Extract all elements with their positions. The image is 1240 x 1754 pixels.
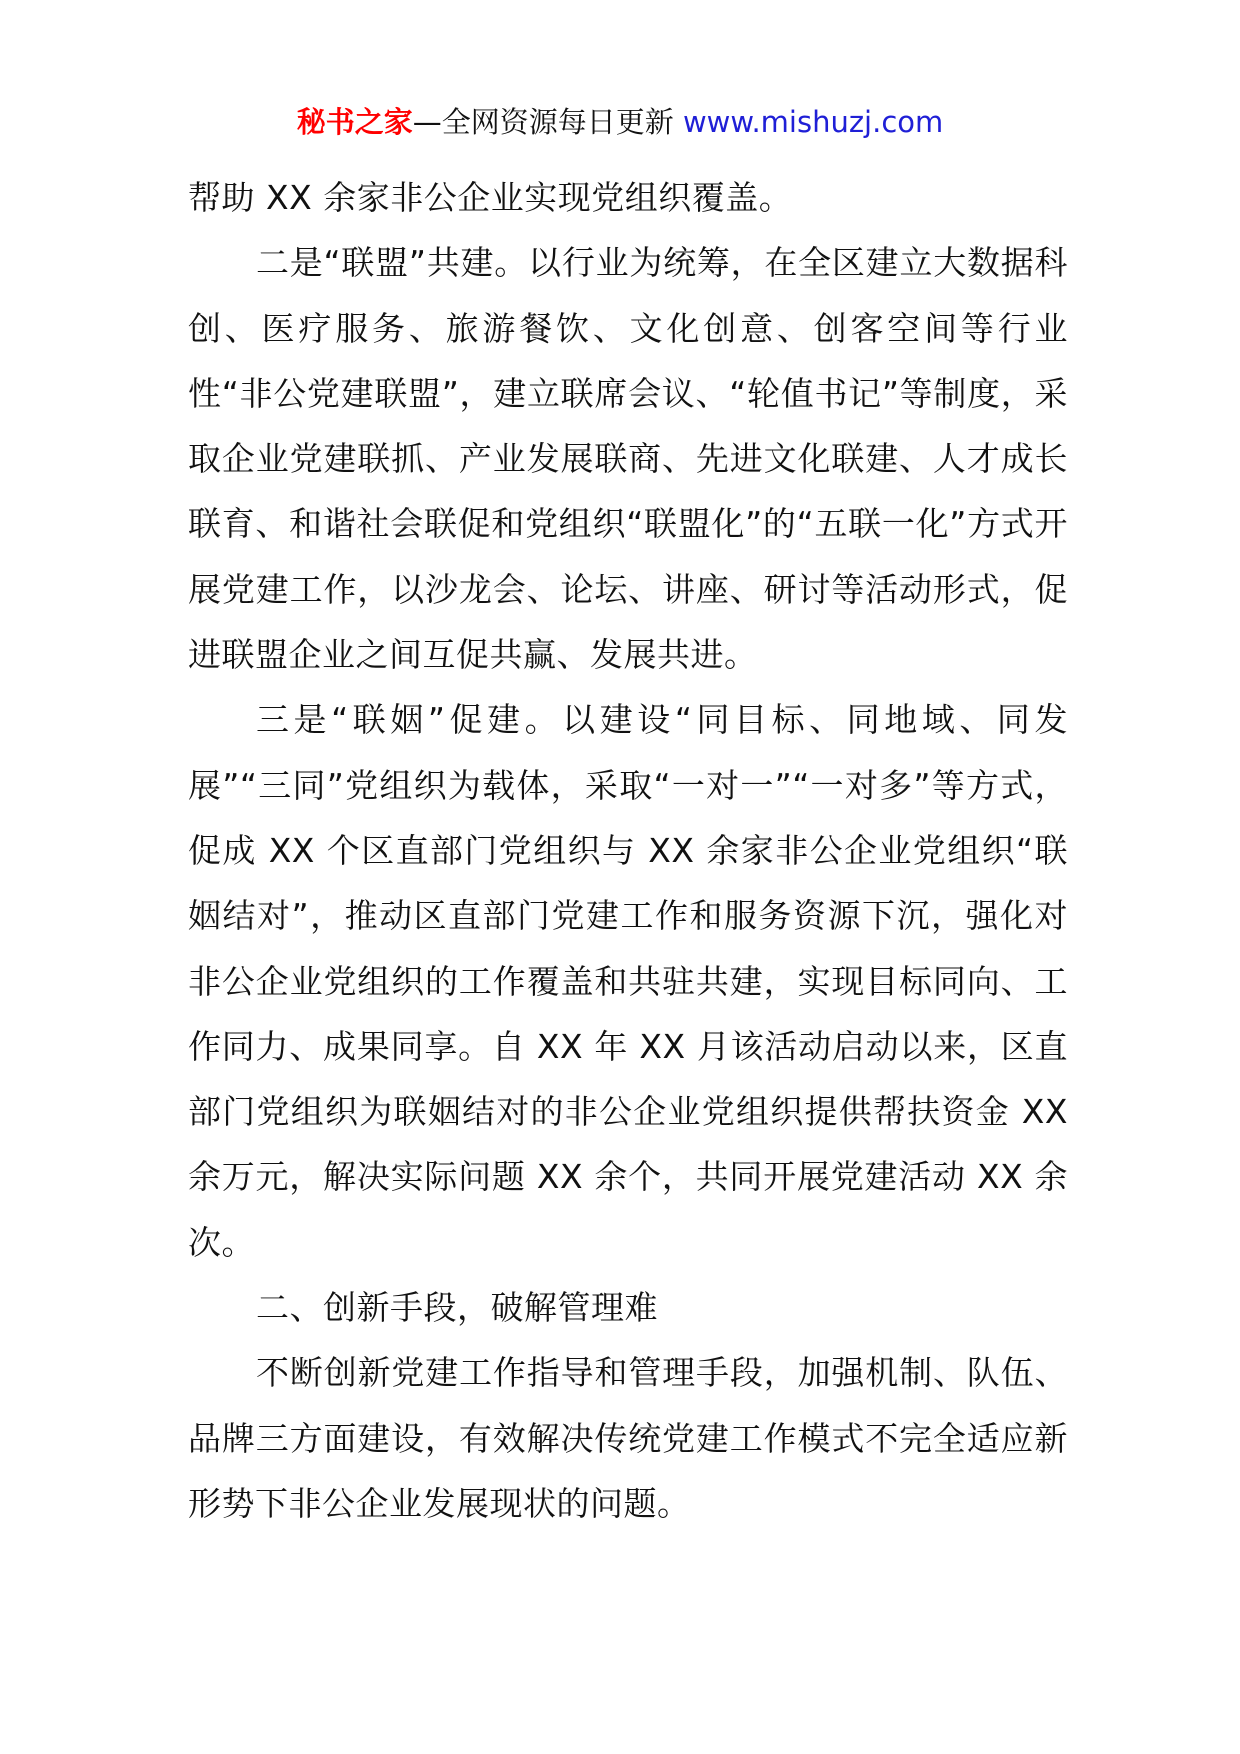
section-heading: 二、创新手段，破解管理难	[256, 1288, 658, 1328]
paragraph-alliance: 二是“联盟”共建。以行业为统筹，在全区建立大数据科创、医疗服务、旅游餐饮、文化创意、创客空间等行业性“非公党建联盟”，建立联席会议、“轮值书记”等制度，采取企业党建联抓、产业发展联商、先进文化联建、人才成长联育、和谐社会联促和党组织“联盟化”的“五联一化”方式开展党建工作，以沙龙会、论坛、讲座、研讨等活动形式，促进联盟企业之间互促共赢、发展共进。	[188, 243, 1068, 675]
paragraph-continuation: 帮助 XX 余家非公企业实现党组织覆盖。	[188, 178, 793, 217]
brand-name: 秘书之家	[296, 105, 413, 139]
header-slogan: —全网资源每日更新	[412, 105, 683, 139]
paragraph-pairing: 三是“联姻”促建。以建设“同目标、同地域、同发展”“三同”党组织为载体，采取“一对一”“一对多”等方式，促成 XX 个区直部门党组织与 XX 余家非公企业党组织“联姻结对”，推动区直部门党建工作和服务资源下沉，强化对非公企业党组织的工作覆盖和共驻共建，实现目标同向、工作同力、成果同享。自 XX 年 XX 月该活动启动以来，区直部门党组织为联姻结对的非公企业党组织提供帮扶资金 XX 余万元，解决实际问题 XX 余个，共同开展党建活动 XX 余次。	[188, 700, 1068, 1262]
paragraph-innovation: 不断创新党建工作指导和管理手段，加强机制、队伍、品牌三方面建设，有效解决传统党建工作模式不完全适应新形势下非公企业发展现状的问题。	[188, 1353, 1068, 1523]
website-url[interactable]: www.mishuzj.com	[682, 105, 944, 139]
page-header	[0, 100, 1240, 144]
document-body	[188, 165, 1068, 1536]
